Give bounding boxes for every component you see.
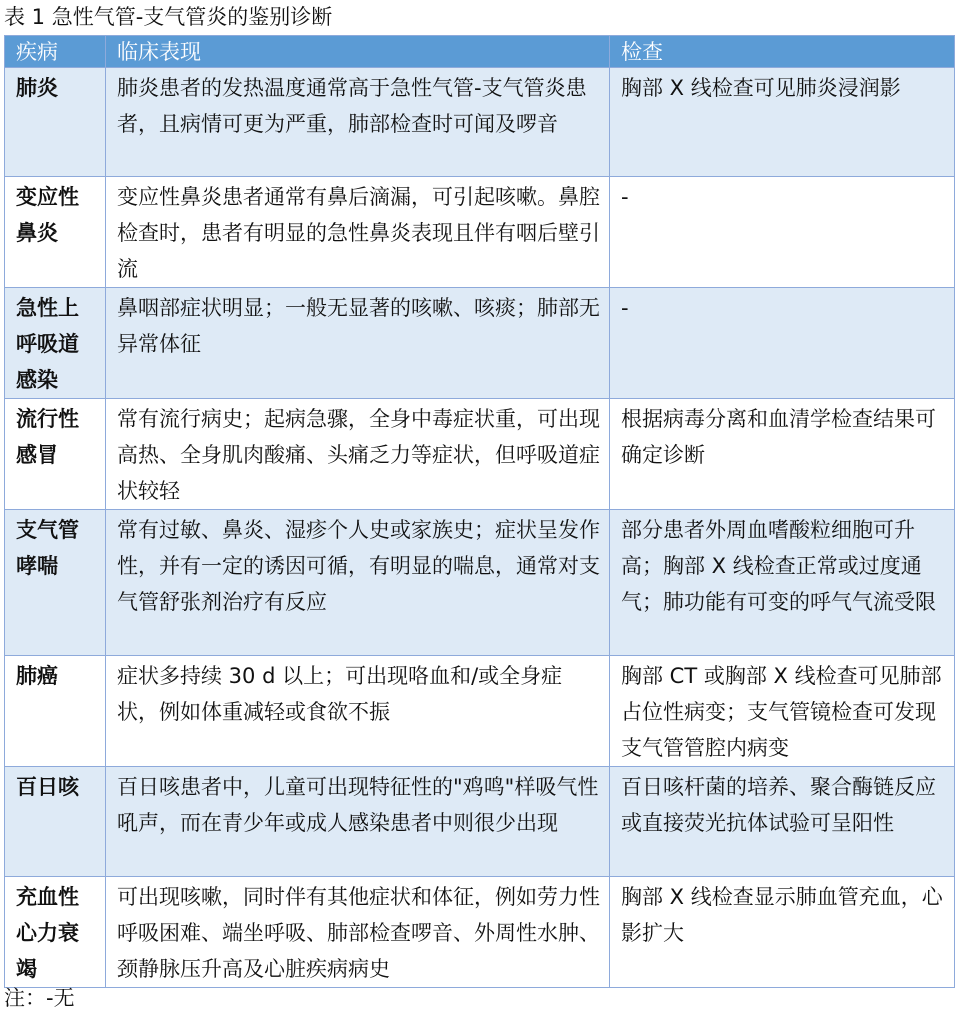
clinical-cell: 常有过敏、鼻炎、湿疹个人史或家族史；症状呈发作性，并有一定的诱因可循，有明显的喘息，通常对支气管舒张剂治疗有反应 <box>106 510 610 656</box>
clinical-cell: 鼻咽部症状明显；一般无显著的咳嗽、咳痰；肺部无异常体征 <box>106 288 610 399</box>
disease-cell: 变应性鼻炎 <box>5 177 106 288</box>
disease-cell: 流行性感冒 <box>5 399 106 510</box>
table-row <box>5 767 955 877</box>
table-row <box>5 510 955 656</box>
table-header-row <box>5 36 955 68</box>
exam-cell: 根据病毒分离和血清学检查结果可确定诊断 <box>610 399 955 510</box>
header-disease: 疾病 <box>5 36 106 68</box>
table-row <box>5 877 955 988</box>
clinical-cell: 百日咳患者中，儿童可出现特征性的"鸡鸣"样吸气性吼声，而在青少年或成人感染患者中则很少出现 <box>106 767 610 877</box>
disease-cell: 支气管哮喘 <box>5 510 106 656</box>
exam-cell: 胸部 X 线检查显示肺血管充血，心影扩大 <box>610 877 955 988</box>
table-row <box>5 399 955 510</box>
exam-cell: 胸部 CT 或胸部 X 线检查可见肺部占位性病变；支气管镜检查可发现支气管管腔内病变 <box>610 656 955 767</box>
exam-cell: - <box>610 288 955 399</box>
disease-cell: 肺癌 <box>5 656 106 767</box>
exam-cell: 部分患者外周血嗜酸粒细胞可升高；胸部 X 线检查正常或过度通气；肺功能有可变的呼气气流受限 <box>610 510 955 656</box>
clinical-cell: 肺炎患者的发热温度通常高于急性气管-支气管炎患者，且病情可更为严重，肺部检查时可闻及啰音 <box>106 68 610 177</box>
table-row <box>5 656 955 767</box>
exam-cell: 百日咳杆菌的培养、聚合酶链反应或直接荧光抗体试验可呈阳性 <box>610 767 955 877</box>
disease-cell: 百日咳 <box>5 767 106 877</box>
differential-diagnosis-table <box>4 35 955 988</box>
clinical-cell: 可出现咳嗽，同时伴有其他症状和体征，例如劳力性呼吸困难、端坐呼吸、肺部检查啰音、外周性水肿、颈静脉压升高及心脏疾病病史 <box>106 877 610 988</box>
clinical-cell: 变应性鼻炎患者通常有鼻后滴漏，可引起咳嗽。鼻腔检查时，患者有明显的急性鼻炎表现且伴有咽后壁引流 <box>106 177 610 288</box>
clinical-cell: 常有流行病史；起病急骤，全身中毒症状重，可出现高热、全身肌肉酸痛、头痛乏力等症状，但呼吸道症状较轻 <box>106 399 610 510</box>
exam-cell: 胸部 X 线检查可见肺炎浸润影 <box>610 68 955 177</box>
disease-cell: 充血性心力衰竭 <box>5 877 106 988</box>
header-exam: 检查 <box>610 36 955 68</box>
disease-cell: 急性上呼吸道感染 <box>5 288 106 399</box>
table-caption: 表 1 急性气管-支气管炎的鉴别诊断 <box>4 5 333 29</box>
table-row <box>5 68 955 177</box>
header-clinical: 临床表现 <box>106 36 610 68</box>
table-row <box>5 177 955 288</box>
exam-cell: - <box>610 177 955 288</box>
clinical-cell: 症状多持续 30 d 以上；可出现咯血和/或全身症状，例如体重减轻或食欲不振 <box>106 656 610 767</box>
table-row <box>5 288 955 399</box>
table-footnote: 注：-无 <box>4 986 75 1010</box>
disease-cell: 肺炎 <box>5 68 106 177</box>
